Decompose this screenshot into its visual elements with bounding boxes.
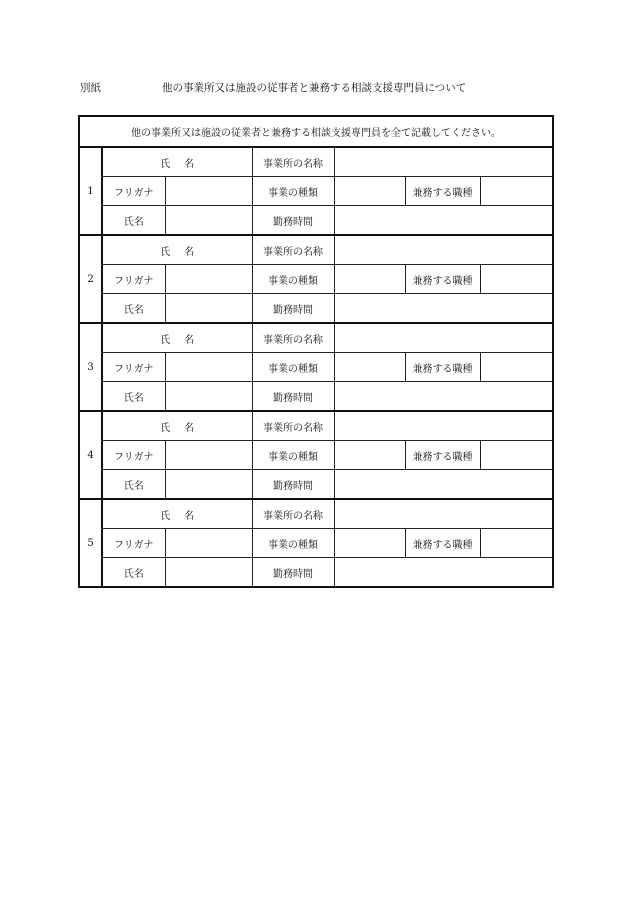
working-hours-label: 勤務時間 xyxy=(252,470,334,500)
concurrent-position-field[interactable] xyxy=(480,529,553,558)
annex-label: 別紙 xyxy=(80,82,101,94)
entry-row-furigana xyxy=(79,441,553,470)
entry-row-name xyxy=(79,382,553,412)
working-hours-label: 勤務時間 xyxy=(252,294,334,324)
name-field[interactable] xyxy=(165,294,252,324)
name-heading-second: 名 xyxy=(184,158,195,170)
concurrent-position-label: 兼務する職種 xyxy=(405,529,480,558)
entry-row-furigana xyxy=(79,529,553,558)
concurrent-position-field[interactable] xyxy=(480,441,553,470)
working-hours-field[interactable] xyxy=(334,470,553,500)
name-heading-first: 氏 xyxy=(160,334,171,346)
business-type-label: 事業の種類 xyxy=(252,441,334,470)
furigana-label: フリガナ xyxy=(102,441,165,470)
entry-row-name xyxy=(79,470,553,500)
entry-row-furigana xyxy=(79,265,553,294)
office-name-field[interactable] xyxy=(334,147,553,177)
entry-row-name xyxy=(79,206,553,236)
furigana-label: フリガナ xyxy=(102,353,165,382)
concurrent-position-field[interactable] xyxy=(480,353,553,382)
working-hours-label: 勤務時間 xyxy=(252,558,334,588)
office-name-field[interactable] xyxy=(334,235,553,265)
working-hours-label: 勤務時間 xyxy=(252,382,334,412)
entry-row-office xyxy=(79,147,553,177)
concurrent-position-field[interactable] xyxy=(480,265,553,294)
name-heading xyxy=(102,499,252,529)
name-field[interactable] xyxy=(165,470,252,500)
name-heading xyxy=(102,147,252,177)
concurrent-position-label: 兼務する職種 xyxy=(405,441,480,470)
furigana-label: フリガナ xyxy=(102,177,165,206)
office-name-field[interactable] xyxy=(334,411,553,441)
business-type-field[interactable] xyxy=(334,441,405,470)
name-heading-first: 氏 xyxy=(160,158,171,170)
entry-row-office xyxy=(79,323,553,353)
business-type-field[interactable] xyxy=(334,177,405,206)
page-header xyxy=(80,80,560,96)
name-label: 氏名 xyxy=(102,470,165,500)
page-title: 他の事業所又は施設の従事者と兼務する相談支援専門員について xyxy=(162,82,467,94)
concurrent-position-label: 兼務する職種 xyxy=(405,353,480,382)
office-name-field[interactable] xyxy=(334,323,553,353)
entry-number: 2 xyxy=(79,235,102,323)
name-label: 氏名 xyxy=(102,294,165,324)
furigana-field[interactable] xyxy=(165,353,252,382)
name-heading-first: 氏 xyxy=(160,422,171,434)
working-hours-field[interactable] xyxy=(334,558,553,588)
entry-row-office xyxy=(79,499,553,529)
name-field[interactable] xyxy=(165,382,252,412)
working-hours-field[interactable] xyxy=(334,382,553,412)
entry-row-furigana xyxy=(79,177,553,206)
name-heading xyxy=(102,411,252,441)
entry-row-name xyxy=(79,558,553,588)
name-heading-first: 氏 xyxy=(160,510,171,522)
name-heading-second: 名 xyxy=(184,422,195,434)
entry-number: 4 xyxy=(79,411,102,499)
office-name-label: 事業所の名称 xyxy=(252,411,334,441)
entry-number: 3 xyxy=(79,323,102,411)
entry-row-furigana xyxy=(79,353,553,382)
office-name-label: 事業所の名称 xyxy=(252,147,334,177)
concurrent-position-label: 兼務する職種 xyxy=(405,177,480,206)
furigana-field[interactable] xyxy=(165,265,252,294)
name-heading-second: 名 xyxy=(184,246,195,258)
business-type-field[interactable] xyxy=(334,353,405,382)
name-heading-second: 名 xyxy=(184,510,195,522)
office-name-field[interactable] xyxy=(334,499,553,529)
concurrent-position-label: 兼務する職種 xyxy=(405,265,480,294)
office-name-label: 事業所の名称 xyxy=(252,235,334,265)
office-name-label: 事業所の名称 xyxy=(252,323,334,353)
name-label: 氏名 xyxy=(102,382,165,412)
working-hours-field[interactable] xyxy=(334,206,553,236)
business-type-field[interactable] xyxy=(334,529,405,558)
name-field[interactable] xyxy=(165,206,252,236)
furigana-field[interactable] xyxy=(165,529,252,558)
working-hours-label: 勤務時間 xyxy=(252,206,334,236)
entry-number: 1 xyxy=(79,147,102,235)
name-label: 氏名 xyxy=(102,206,165,236)
concurrent-position-field[interactable] xyxy=(480,177,553,206)
furigana-label: フリガナ xyxy=(102,265,165,294)
business-type-label: 事業の種類 xyxy=(252,177,334,206)
name-heading xyxy=(102,235,252,265)
name-label: 氏名 xyxy=(102,558,165,588)
working-hours-field[interactable] xyxy=(334,294,553,324)
entry-number: 5 xyxy=(79,499,102,587)
entry-row-name xyxy=(79,294,553,324)
business-type-label: 事業の種類 xyxy=(252,529,334,558)
office-name-label: 事業所の名称 xyxy=(252,499,334,529)
name-heading-second: 名 xyxy=(184,334,195,346)
business-type-label: 事業の種類 xyxy=(252,265,334,294)
furigana-field[interactable] xyxy=(165,441,252,470)
entry-row-office xyxy=(79,411,553,441)
furigana-label: フリガナ xyxy=(102,529,165,558)
entry-row-office xyxy=(79,235,553,265)
name-field[interactable] xyxy=(165,558,252,588)
concurrent-staff-table xyxy=(78,115,554,588)
business-type-label: 事業の種類 xyxy=(252,353,334,382)
instruction-text: 他の事業所又は施設の従業者と兼務する相談支援専門員を全て記載してください。 xyxy=(79,116,553,147)
business-type-field[interactable] xyxy=(334,265,405,294)
furigana-field[interactable] xyxy=(165,177,252,206)
name-heading xyxy=(102,323,252,353)
name-heading-first: 氏 xyxy=(160,246,171,258)
